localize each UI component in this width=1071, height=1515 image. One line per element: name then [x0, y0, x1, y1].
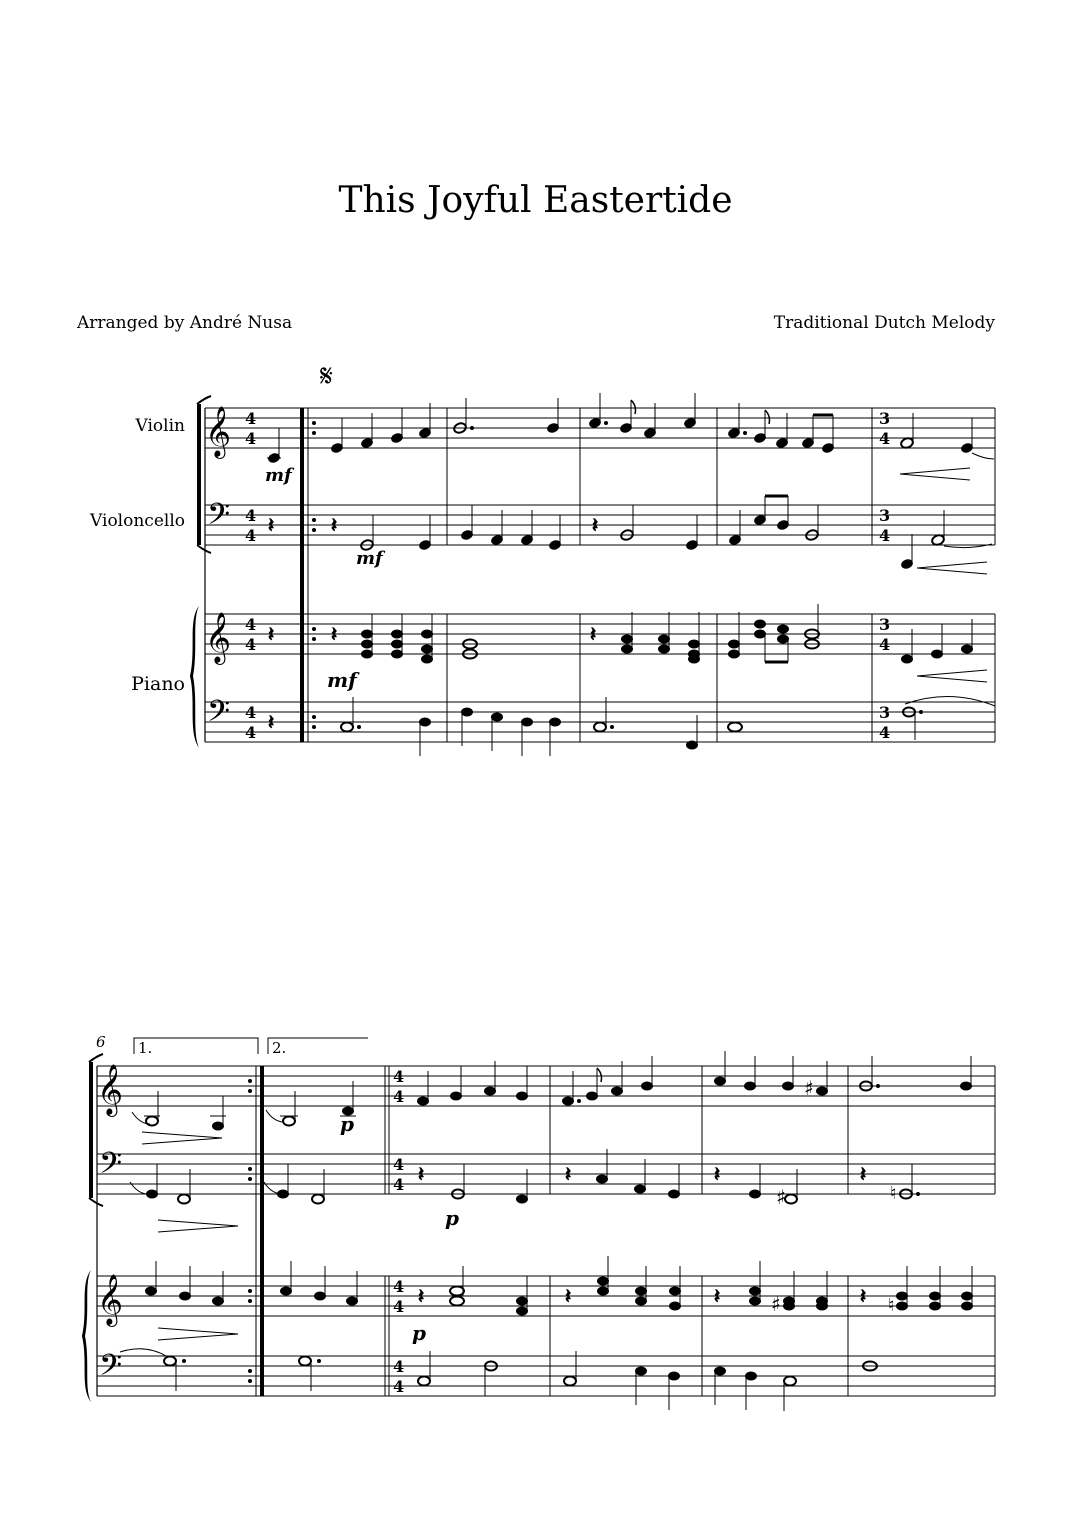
bass-clef-icon: 𝄢	[207, 498, 231, 539]
svg-text:𝄽: 𝄽	[860, 1162, 867, 1186]
decrescendo-hairpin	[142, 1132, 222, 1144]
svg-text:4: 4	[245, 506, 257, 525]
svg-text:𝄽: 𝄽	[418, 1162, 425, 1186]
svg-text:𝄽: 𝄽	[268, 513, 275, 537]
svg-text:3: 3	[879, 703, 891, 722]
svg-text:𝄽: 𝄽	[860, 1284, 867, 1308]
svg-text:4: 4	[879, 429, 891, 448]
svg-text:4: 4	[393, 1155, 405, 1174]
svg-text:4: 4	[879, 526, 891, 545]
sharp-accidental: ♯	[771, 1292, 781, 1316]
sharp-accidental: ♯	[804, 1076, 814, 1100]
repeat-end-barline	[248, 1066, 264, 1396]
natural-accidental: ♮	[888, 1295, 895, 1316]
svg-text:3: 3	[879, 615, 891, 634]
bass-clef-icon: 𝄢	[99, 1147, 123, 1188]
svg-text:4: 4	[393, 1377, 405, 1396]
dynamic-p: p	[445, 1206, 459, 1230]
dynamic-p: p	[340, 1112, 354, 1136]
violin-notes-sys2	[132, 1051, 972, 1130]
piano-right-hand-staff	[205, 614, 995, 654]
system-2	[82, 1033, 995, 1411]
cello-notes-sys2	[130, 1149, 920, 1204]
treble-clef-icon: 𝄞	[97, 1274, 124, 1325]
svg-text:4: 4	[245, 526, 257, 545]
crescendo-hairpin	[917, 562, 987, 574]
svg-text:𝄽: 𝄽	[268, 622, 275, 646]
volta-first-ending	[134, 1038, 258, 1054]
score-title: This Joyful Eastertide	[338, 180, 733, 221]
sharp-accidental: ♯	[776, 1185, 786, 1209]
svg-text:𝄽: 𝄽	[590, 622, 597, 646]
svg-text:3: 3	[879, 409, 891, 428]
svg-text:𝄽: 𝄽	[418, 1284, 425, 1308]
svg-text:𝄽: 𝄽	[268, 710, 275, 734]
svg-text:4: 4	[245, 429, 257, 448]
bass-clef-icon: 𝄢	[99, 1349, 123, 1390]
time-signatures-sys2	[393, 1067, 404, 1396]
treble-clef-icon: 𝄞	[97, 1064, 124, 1115]
arranger-credit: Arranged by André Nusa	[77, 313, 293, 333]
svg-text:𝄽: 𝄽	[714, 1162, 721, 1186]
volta-second-label: 2.	[272, 1039, 287, 1057]
svg-text:𝄽: 𝄽	[331, 513, 338, 537]
barlines-sys2	[550, 1066, 995, 1396]
svg-text:𝄽: 𝄽	[565, 1284, 572, 1308]
svg-text:4: 4	[393, 1067, 405, 1086]
svg-text:𝄽: 𝄽	[592, 513, 599, 537]
svg-text:4: 4	[245, 703, 257, 722]
treble-clef-icon: 𝄞	[205, 406, 232, 457]
bass-clef-icon: 𝄢	[207, 695, 231, 736]
dynamic-mf: mf	[327, 668, 357, 692]
volta-first-label: 1.	[138, 1039, 153, 1057]
piano-brace	[190, 606, 199, 748]
svg-text:4: 4	[879, 635, 891, 654]
natural-accidental: ♮	[890, 1183, 897, 1204]
svg-text:4: 4	[245, 723, 257, 742]
svg-text:4: 4	[245, 615, 257, 634]
barlines-sys1	[447, 408, 995, 742]
piano-left-hand-staff	[97, 1356, 995, 1396]
svg-text:3: 3	[879, 506, 891, 525]
repeat-start-barline	[300, 408, 316, 742]
piano-brace	[82, 1270, 91, 1402]
svg-text:𝄽: 𝄽	[331, 622, 338, 646]
piano-label: Piano	[131, 673, 185, 695]
time-signatures-sys1	[245, 409, 890, 742]
segno-sign: 𝄋	[320, 359, 333, 394]
cello-staff	[205, 505, 995, 545]
treble-clef-icon: 𝄞	[205, 612, 232, 663]
svg-text:4: 4	[245, 409, 257, 428]
crescendo-hairpin	[900, 468, 970, 480]
svg-text:4: 4	[393, 1087, 405, 1106]
piano-lh-notes-sys2	[120, 1349, 877, 1411]
crescendo-hairpin	[917, 670, 987, 682]
svg-text:4: 4	[393, 1297, 405, 1316]
measure-number: 6	[96, 1033, 106, 1051]
dynamic-p: p	[412, 1321, 426, 1345]
system-1	[89, 359, 995, 756]
composer-credit: Traditional Dutch Melody	[773, 313, 995, 333]
double-barline	[385, 1066, 389, 1396]
dynamic-mf: mf	[265, 465, 292, 486]
cello-label: Violoncello	[90, 511, 185, 531]
decrescendo-hairpin	[158, 1328, 238, 1340]
svg-text:4: 4	[245, 635, 257, 654]
svg-text:4: 4	[879, 723, 891, 742]
svg-text:𝄽: 𝄽	[565, 1162, 572, 1186]
svg-text:4: 4	[393, 1277, 405, 1296]
svg-text:4: 4	[393, 1175, 405, 1194]
decrescendo-hairpin	[158, 1220, 238, 1232]
svg-text:𝄽: 𝄽	[714, 1284, 721, 1308]
dynamic-mf: mf	[356, 548, 383, 569]
svg-text:4: 4	[393, 1357, 405, 1376]
violin-label: Violin	[135, 416, 185, 436]
